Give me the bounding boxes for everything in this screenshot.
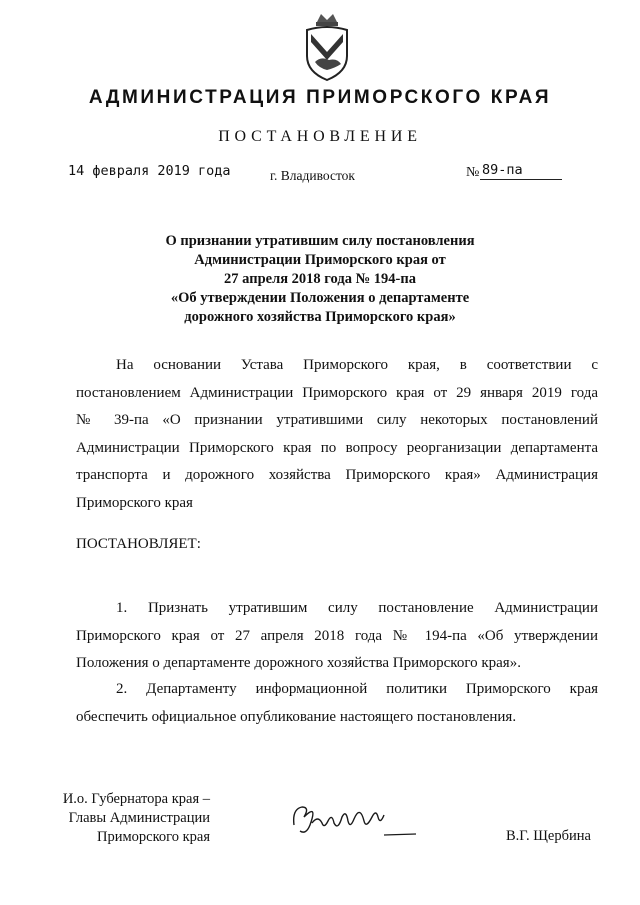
paragraph-line: постановлением Администрации Приморского края от 29 января 2019 года [76, 384, 598, 401]
preamble-paragraph [76, 352, 598, 517]
paragraph-line: Приморского края от 27 апреля 2018 года № 194-па «Об утверждении [76, 627, 598, 644]
title-line: дорожного хозяйства Приморского края» [184, 309, 456, 325]
position-line: Приморского края [96, 829, 210, 845]
document-title [120, 232, 520, 327]
paragraph-line: 1. Признать утратившим силу постановление Администрации [116, 600, 598, 616]
title-line: «Об утверждении Положения о департаменте [170, 290, 470, 306]
signer-position [60, 790, 210, 847]
paragraph-line: 2. Департаменту информационной политики Приморского края [116, 681, 598, 697]
paragraph-line: обеспечить официальное опубликование настоящего постановления. [76, 708, 517, 725]
number-underline [480, 179, 562, 180]
paragraph-line: № 39-па «О признании утратившими силу некоторых постановлений [76, 412, 598, 428]
paragraph-line: Положения о департаменте дорожного хозяйства Приморского края». [76, 655, 521, 671]
paragraph-line: транспорта и дорожного хозяйства Приморского края» Администрация [76, 467, 598, 483]
item-1-paragraph [76, 595, 598, 678]
title-line: 27 апреля 2018 года № 194-па [224, 271, 416, 287]
handwritten-signature [288, 795, 418, 847]
position-line: И.о. Губернатора края – [62, 791, 210, 807]
paragraph-line: На основании Устава Приморского края, в соответствии с [116, 357, 598, 373]
document-city: г. Владивосток [270, 168, 355, 183]
title-line: Администрации Приморского края от [194, 252, 446, 268]
document-type: ПОСТАНОВЛЕНИЕ [218, 128, 422, 145]
signer-name: В.Г. Щербина [506, 828, 591, 844]
decree-heading: ПОСТАНОВЛЯЕТ: [76, 536, 201, 552]
number-label: № [466, 165, 480, 180]
paragraph-line: Администрации Приморского края по вопросу реорганизации департамента [76, 439, 598, 456]
paragraph-line: Приморского края [76, 494, 193, 511]
title-line: О признании утратившим силу постановления [165, 233, 475, 249]
item-2-paragraph [76, 676, 598, 731]
organization-name: АДМИНИСТРАЦИЯ ПРИМОРСКОГО КРАЯ [88, 87, 552, 108]
document-date: 14 февраля 2019 года [68, 163, 231, 179]
coat-of-arms-icon [301, 12, 353, 82]
document-number: 89-па [482, 162, 523, 178]
position-line: Главы Администрации [68, 810, 210, 826]
